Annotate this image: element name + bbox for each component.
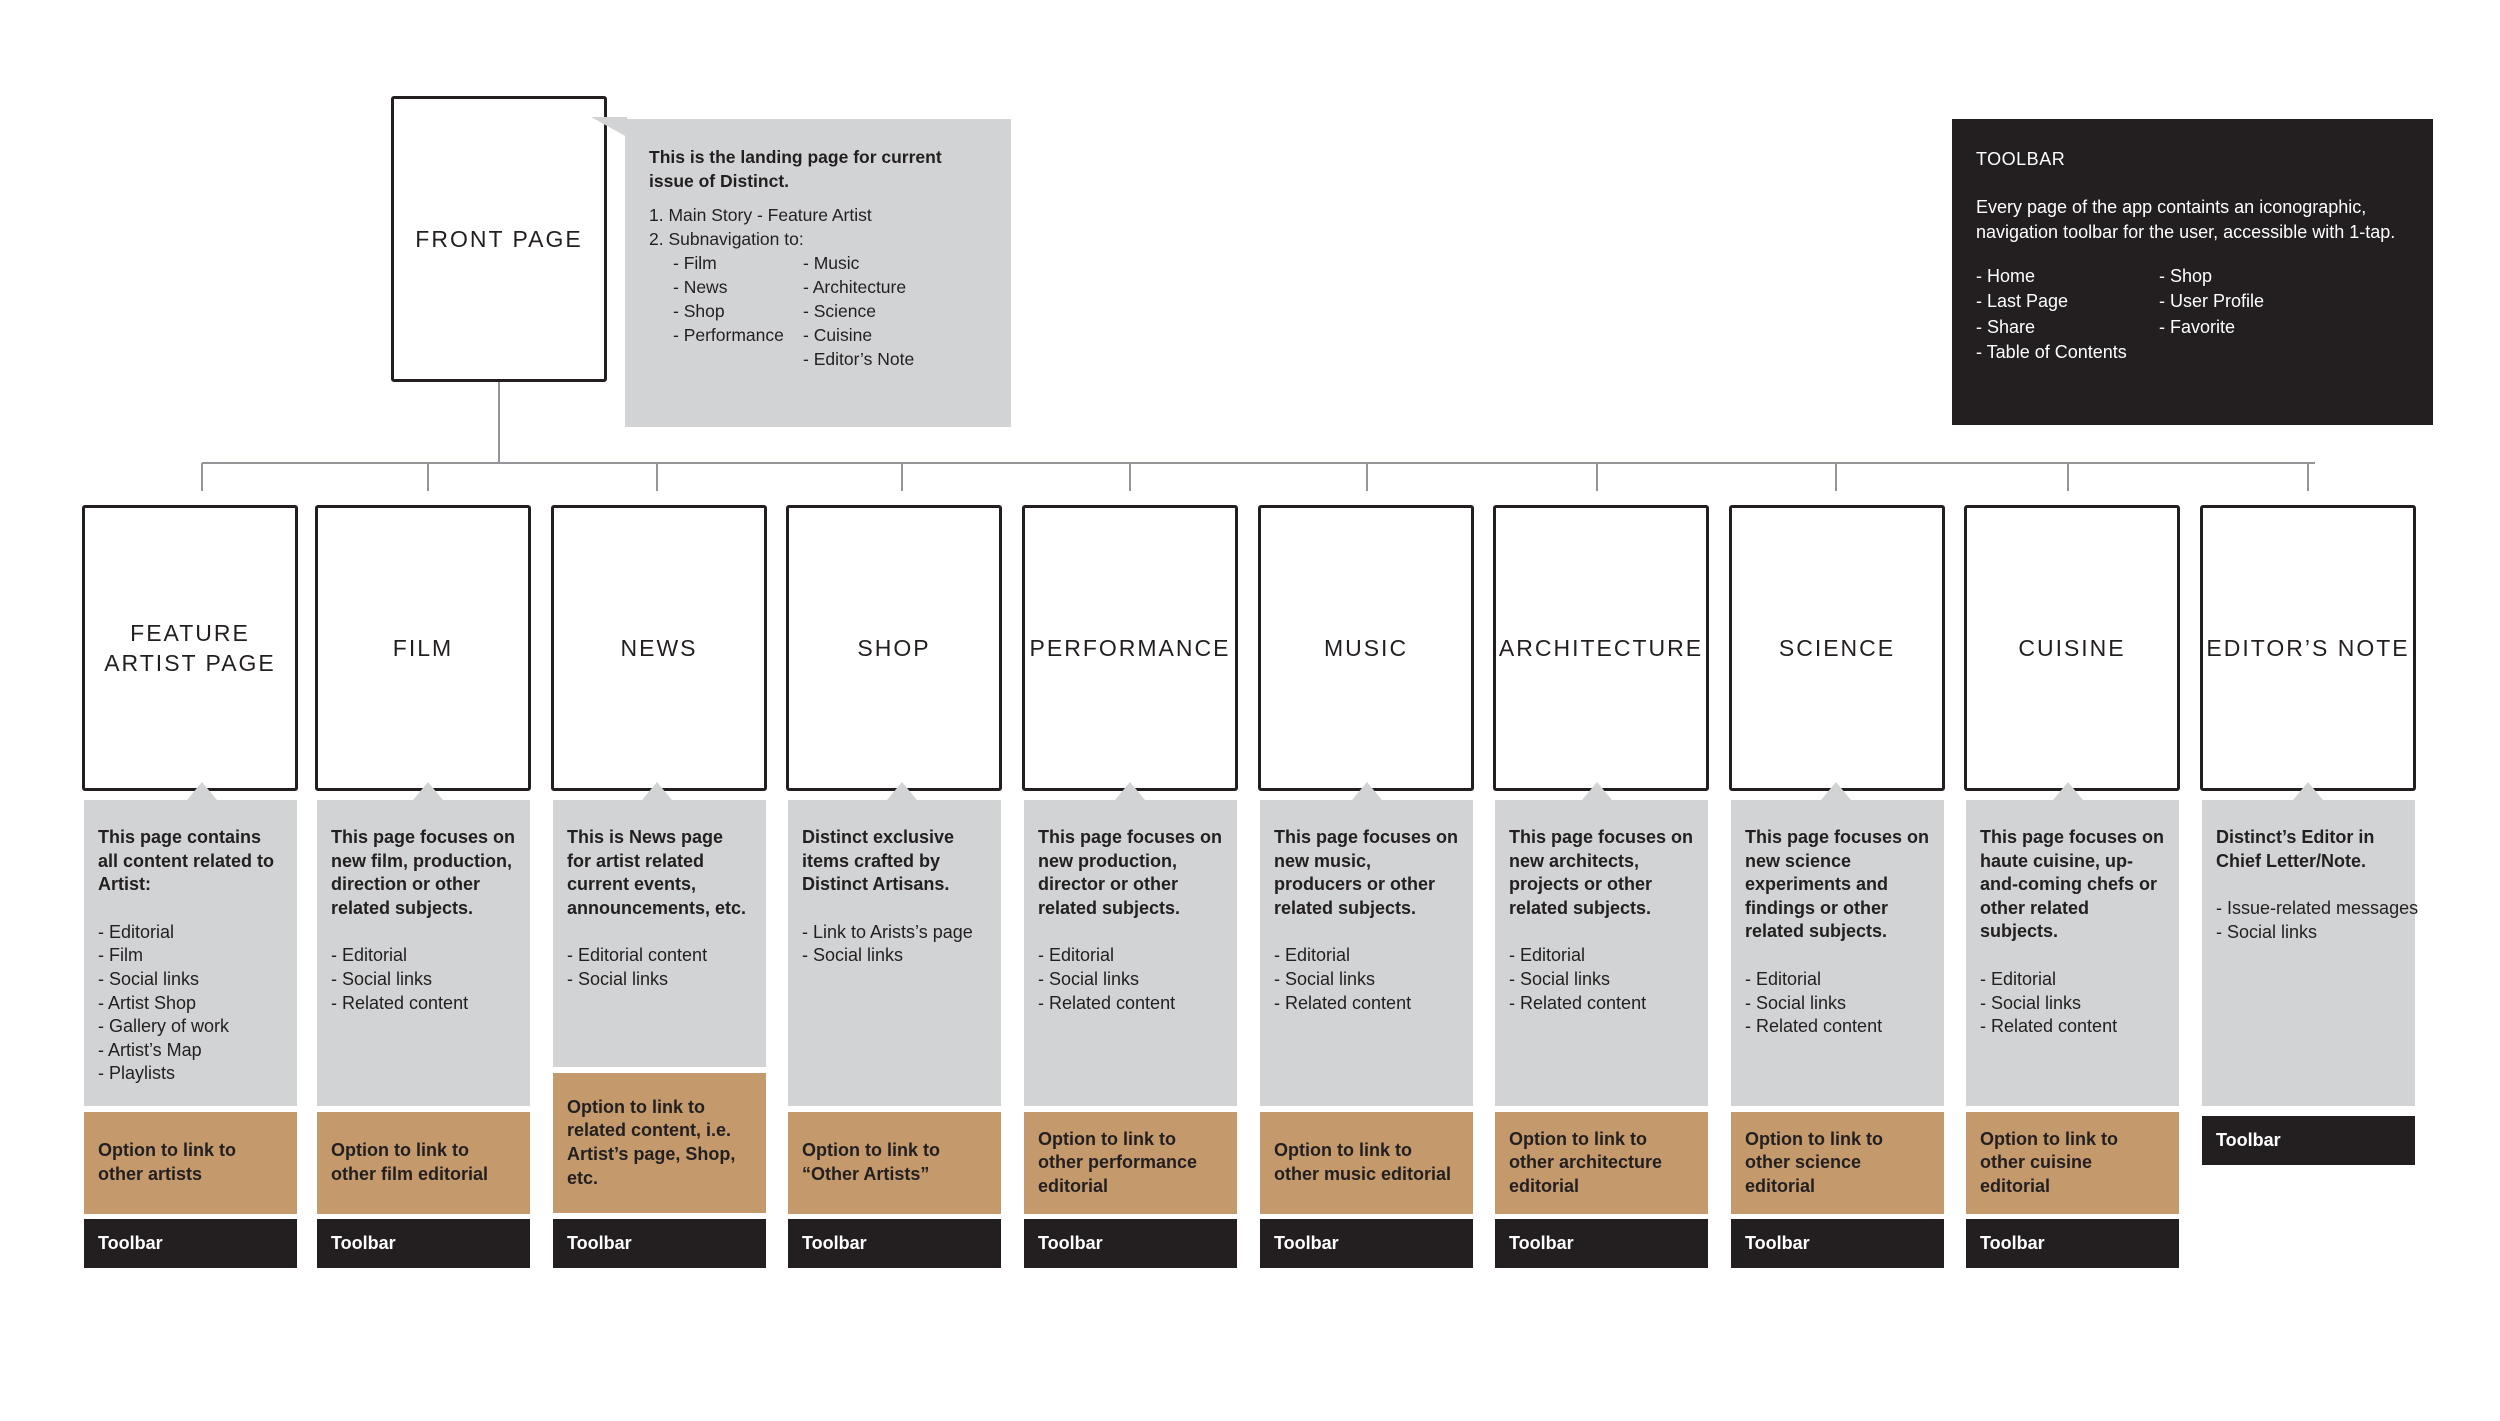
bullet-item: - Related content	[1274, 992, 1412, 1013]
toolbar-bar-feature-artist-page: Toolbar	[84, 1219, 297, 1268]
description-pointer-news	[642, 782, 672, 800]
description-intro: This page contains all content related to Artist:	[98, 827, 275, 895]
page-title-news: NEWS	[620, 635, 698, 661]
page-title-cuisine: CUISINE	[2018, 635, 2126, 661]
bullet-item: - Issue-related messages	[2216, 898, 2419, 919]
toolbar-panel-items	[1976, 264, 2409, 366]
page-title-performance: PERFORMANCE	[1029, 635, 1231, 661]
bullet-item: - Related content	[1980, 1016, 2118, 1037]
page-card-cuisine	[1964, 505, 2180, 791]
toolbar-item-4: - Table of Contents	[1976, 342, 2127, 362]
link-option-cuisine: Option to link to other cuisine editorial	[1966, 1112, 2179, 1214]
description-bullets	[1274, 944, 1459, 1015]
bullet-item: - Related content	[1038, 992, 1176, 1013]
bullet-item: - Playlists	[98, 1063, 176, 1084]
description-bullets	[1745, 968, 1930, 1039]
page-title-feature-artist-page: FEATURE ARTIST PAGE	[104, 620, 276, 676]
description-intro: This page focuses on new music, producers or other related subjects.	[1274, 827, 1459, 918]
page-card-feature-artist-page	[82, 505, 298, 791]
bullet-item: - Social links	[331, 968, 433, 989]
toolbar-item-1: - Home	[1976, 265, 2036, 286]
bullet-item: - Artist’s Map	[98, 1039, 202, 1060]
toolbar-panel-description: Every page of the app containts an iconographic, navigation toolbar for the user, accessible with 1-tap.	[1976, 196, 2396, 242]
description-pointer-science	[1821, 782, 1851, 800]
toolbar-panel-title: TOOLBAR	[1976, 149, 2066, 169]
subnav-item-4: - Performance	[673, 325, 784, 345]
subnav-item-1: - Film	[673, 253, 717, 273]
description-pointer-film	[413, 782, 443, 800]
description-pointer-cuisine	[2053, 782, 2083, 800]
bullet-item: - Social links	[2216, 921, 2318, 942]
subnav-item-b-2: - Architecture	[803, 277, 907, 297]
front-page-box	[391, 96, 607, 382]
page-description-cuisine	[1966, 800, 2179, 1106]
bullet-item: - Social links	[567, 968, 669, 989]
description-intro: This page focuses on haute cuisine, up-and-coming chefs or other related subjects.	[1980, 827, 2165, 942]
toolbar-bar-science: Toolbar	[1731, 1219, 1944, 1268]
page-card-news	[551, 505, 767, 791]
toolbar-bar-music: Toolbar	[1260, 1219, 1473, 1268]
toolbar-bar-cuisine: Toolbar	[1966, 1219, 2179, 1268]
toolbar-bar-shop: Toolbar	[788, 1219, 1001, 1268]
bullet-item: - Editorial content	[567, 945, 708, 966]
description-bullets	[567, 944, 752, 991]
link-option-news: Option to link to related content, i.e. Artist’s page, Shop, etc.	[553, 1073, 766, 1213]
page-card-science	[1729, 505, 1945, 791]
bullet-item: - Related content	[1509, 992, 1647, 1013]
toolbar-item-b-2: - User Profile	[2159, 291, 2265, 311]
link-option-architecture: Option to link to other architecture editorial	[1495, 1112, 1708, 1214]
subnav-item-b-1: - Music	[803, 253, 860, 273]
page-description-film	[317, 800, 530, 1106]
bullet-item: - Social links	[1509, 968, 1611, 989]
bullet-item: - Related content	[1745, 1016, 1883, 1037]
page-description-performance	[1024, 800, 1237, 1106]
subnav-item-3: - Shop	[673, 301, 725, 321]
description-bullets	[331, 944, 516, 1015]
description-bullets	[1038, 944, 1223, 1015]
link-option-feature-artist-page: Option to link to other artists	[84, 1112, 297, 1214]
toolbar-item-b-1: - Shop	[2159, 265, 2213, 286]
landing-note-item-2: 2. Subnavigation to:	[649, 229, 804, 249]
link-option-shop: Option to link to “Other Artists”	[788, 1112, 1001, 1214]
bullet-item: - Film	[98, 945, 143, 966]
page-card-editor-s-note	[2200, 505, 2416, 791]
description-bullets	[2216, 897, 2419, 944]
description-intro: This page focuses on new production, director or other related subjects.	[1038, 827, 1223, 918]
subnav-column-1	[673, 251, 803, 371]
subnav-item-2: - News	[673, 277, 728, 297]
toolbar-bar-editor-s-note: Toolbar	[2202, 1116, 2415, 1165]
bullet-item: - Social links	[1274, 968, 1376, 989]
description-intro: This page focuses on new science experiments and findings or other related subjects.	[1745, 827, 1930, 942]
subnav-columns	[649, 251, 987, 371]
bullet-item: - Editorial	[1509, 945, 1586, 966]
subnav-item-b-5: - Editor’s Note	[803, 349, 915, 369]
toolbar-item-2: - Last Page	[1976, 291, 2069, 311]
bullet-item: - Editorial	[1980, 968, 2057, 989]
subnav-item-b-3: - Science	[803, 301, 876, 321]
description-pointer-architecture	[1582, 782, 1612, 800]
description-intro: This page focuses on new film, production, direction or other related subjects.	[331, 827, 516, 918]
toolbar-items-column-2	[2159, 264, 2264, 366]
description-intro: This is News page for artist related current events, announcements, etc.	[567, 827, 747, 918]
link-option-film: Option to link to other film editorial	[317, 1112, 530, 1214]
bullet-item: - Social links	[1980, 992, 2082, 1013]
page-description-editor-s-note	[2202, 800, 2419, 1106]
page-title-shop: SHOP	[857, 635, 931, 661]
subnav-column-2	[803, 251, 933, 371]
bullet-item: - Social links	[802, 945, 904, 966]
toolbar-bar-performance: Toolbar	[1024, 1219, 1237, 1268]
bullet-item: - Editorial	[1274, 945, 1351, 966]
description-pointer-shop	[887, 782, 917, 800]
toolbar-bar-film: Toolbar	[317, 1219, 530, 1268]
bullet-item: - Social links	[98, 968, 200, 989]
toolbar-item-b-3: - Favorite	[2159, 316, 2236, 337]
bullet-item: - Link to Arists’s page	[802, 921, 973, 942]
bullet-item: - Editorial	[98, 921, 175, 942]
bullet-item: - Social links	[1745, 992, 1847, 1013]
page-card-architecture	[1493, 505, 1709, 791]
description-intro: This page focuses on new architects, projects or other related subjects.	[1509, 827, 1694, 918]
landing-note-intro: This is the landing page for current issue of Distinct.	[649, 147, 942, 191]
toolbar-info-panel	[1952, 119, 2433, 425]
page-description-news	[553, 800, 766, 1067]
link-option-science: Option to link to other science editorial	[1731, 1112, 1944, 1214]
toolbar-bar-architecture: Toolbar	[1495, 1219, 1708, 1268]
page-title-film: FILM	[392, 635, 454, 661]
bullet-item: - Editorial	[1038, 945, 1115, 966]
bullet-item: - Related content	[331, 992, 469, 1013]
page-card-music	[1258, 505, 1474, 791]
toolbar-bar-news: Toolbar	[553, 1219, 766, 1268]
description-pointer-feature-artist-page	[187, 782, 217, 800]
toolbar-item-3: - Share	[1976, 316, 2036, 337]
bullet-item: - Artist Shop	[98, 992, 197, 1013]
description-pointer-editor-s-note	[2293, 782, 2323, 800]
page-description-music	[1260, 800, 1473, 1106]
subnav-item-b-4: - Cuisine	[803, 325, 873, 345]
link-option-music: Option to link to other music editorial	[1260, 1112, 1473, 1214]
description-bullets	[1980, 968, 2165, 1039]
page-title-architecture: ARCHITECTURE	[1498, 635, 1704, 661]
bullet-item: - Social links	[1038, 968, 1140, 989]
landing-note-list	[649, 203, 987, 371]
description-intro: Distinct exclusive items crafted by Distinct Artisans.	[802, 827, 955, 895]
front-page-title: FRONT PAGE	[415, 226, 583, 252]
description-intro: Distinct’s Editor in Chief Letter/Note.	[2216, 827, 2375, 871]
bullet-item: - Gallery of work	[98, 1016, 230, 1037]
landing-note	[625, 119, 1011, 427]
link-option-performance: Option to link to other performance editorial	[1024, 1112, 1237, 1214]
page-card-shop	[786, 505, 1002, 791]
page-description-shop	[788, 800, 1001, 1106]
page-description-science	[1731, 800, 1944, 1106]
description-pointer-music	[1352, 782, 1382, 800]
description-bullets	[1509, 944, 1694, 1015]
bullet-item: - Editorial	[331, 945, 408, 966]
page-title-music: MUSIC	[1323, 635, 1409, 661]
bullet-item: - Editorial	[1745, 968, 1822, 989]
description-bullets	[98, 921, 283, 1086]
toolbar-items-column-1	[1976, 264, 2159, 366]
landing-note-item-1: 1. Main Story - Feature Artist	[649, 205, 872, 225]
page-title-science: SCIENCE	[1778, 635, 1896, 661]
landing-note-pointer	[591, 117, 627, 137]
page-description-architecture	[1495, 800, 1708, 1106]
page-card-film	[315, 505, 531, 791]
description-bullets	[802, 921, 987, 968]
page-description-feature-artist-page	[84, 800, 297, 1106]
description-pointer-performance	[1115, 782, 1145, 800]
page-card-performance	[1022, 505, 1238, 791]
page-title-editor-s-note: EDITOR’S NOTE	[2206, 635, 2410, 661]
